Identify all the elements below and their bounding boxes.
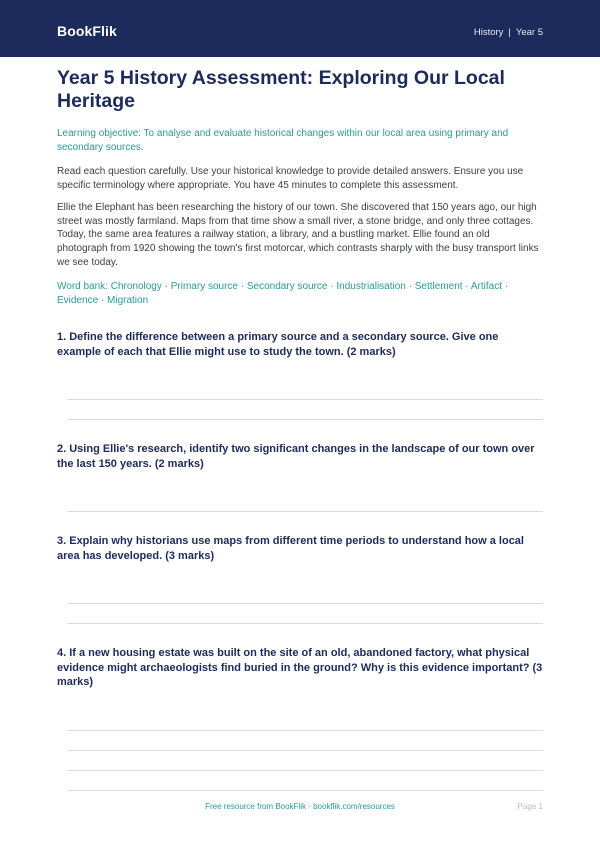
answer-line[interactable] xyxy=(67,710,543,731)
question-text: 3. Explain why historians use maps from different time periods to understand how a local area has developed. (3 marks) xyxy=(57,535,524,562)
instructions-text: Read each question carefully. Use your historical knowledge to provide detailed answers. Ensure you use specific terminology where appropriate. You have 45 minutes to complete this assessment. xyxy=(57,166,524,191)
answer-line[interactable] xyxy=(67,731,543,751)
answer-line[interactable] xyxy=(67,751,543,771)
answer-line[interactable] xyxy=(67,771,543,791)
question-block xyxy=(57,646,543,791)
answer-lines xyxy=(57,491,543,512)
word-bank: Word bank: Chronology · Primary source · Secondary source · Industrialisation · Settlement · Artifact · Evidence · Migration xyxy=(57,281,509,307)
answer-lines xyxy=(57,583,543,624)
breadcrumb-subject: History xyxy=(473,27,504,38)
question-block xyxy=(57,534,543,624)
question-text: 2. Using Ellie's research, identify two significant changes in the landscape of our town over the last 150 years. (2 marks) xyxy=(57,443,535,470)
answer-line[interactable] xyxy=(67,491,543,512)
answer-lines xyxy=(57,379,543,420)
answer-line[interactable] xyxy=(67,400,543,420)
page-number: Page 1 xyxy=(517,802,543,811)
breadcrumb-separator: | xyxy=(508,27,511,38)
source-passage: Ellie the Elephant has been researching the history of our town. She discovered that 150 years ago, our high street was mostly farmland. Maps from that time show a small river, a stone bridge, and only three cottages. Today, the same area features a railway station, a library, and a bustling market. Ellie found an old photograph from 1920 showing the town's first motorcar, which contrasts sharply with the busy transport links we see today. xyxy=(57,202,539,268)
answer-lines xyxy=(57,710,543,791)
footer-resource-link[interactable]: Free resource from BookFlik · bookflik.com/resources xyxy=(205,802,395,811)
page-title: Year 5 History Assessment: Exploring Our Local Heritage xyxy=(57,67,505,112)
answer-line[interactable] xyxy=(67,379,543,400)
question-block xyxy=(57,330,543,420)
brand-logo-text: BookFlik xyxy=(57,23,117,39)
question-block xyxy=(57,442,543,512)
breadcrumb xyxy=(474,27,543,38)
worksheet-content xyxy=(57,64,543,791)
learning-objective: Learning objective: To analyse and evaluate historical changes within our local area using primary and secondary sources. xyxy=(57,128,509,153)
question-text: 4. If a new housing estate was built on the site of an old, abandoned factory, what physical evidence might archaeologists find buried in the ground? Why is this evidence important? (3 marks) xyxy=(57,647,543,689)
breadcrumb-year: Year 5 xyxy=(515,27,543,38)
page-header xyxy=(0,0,600,57)
answer-line[interactable] xyxy=(67,583,543,604)
answer-line[interactable] xyxy=(67,604,543,624)
question-text: 1. Define the difference between a primary source and a secondary source. Give one example of each that Ellie might use to study the town. (2 marks) xyxy=(57,331,499,358)
